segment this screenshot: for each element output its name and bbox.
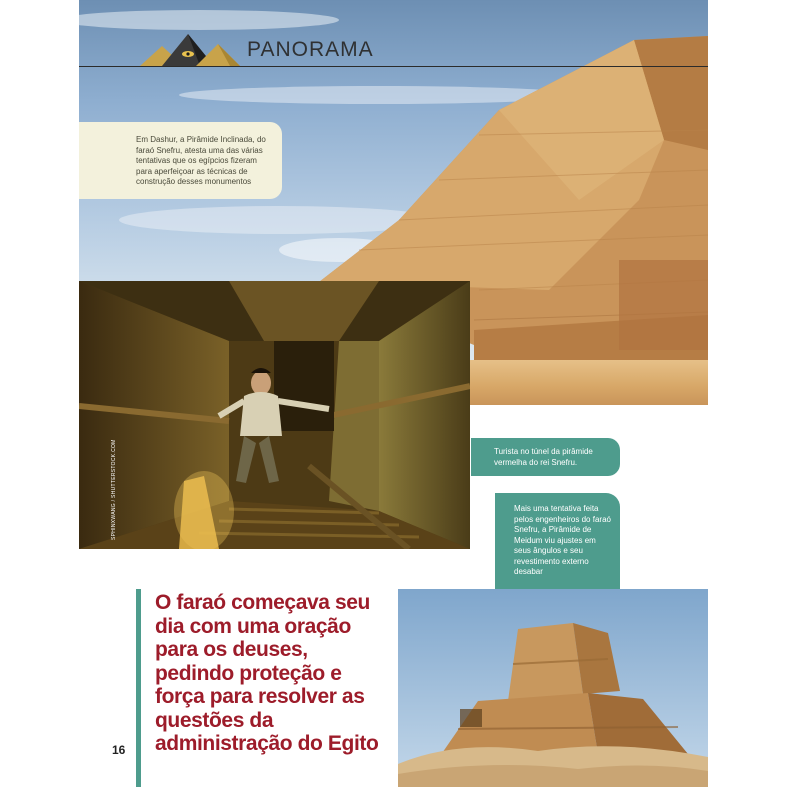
- caption-meidum-text: Mais uma tentativa feita pelos engenheiros do faraó Snefru, a Pirâmide de Meidum viu ajustes em seus ângulos e seu revestimento externo desabar: [514, 504, 611, 576]
- photo-credit: SPHINXWANG / SHUTTERSTOCK.COM: [111, 439, 117, 540]
- quote-accent-bar: [136, 589, 141, 787]
- pyramids-eye-logo-icon: [140, 30, 240, 68]
- desert-sand: [470, 360, 708, 405]
- caption-tunnel-text: Turista no túnel da pirâmide vermelha do rei Snefru.: [494, 447, 593, 467]
- caption-dashur-text: Em Dashur, a Pirâmide Inclinada, do faraó Snefru, atesta uma das várias tentativas que os egípcios fizeram para aperfeiçoar as técnicas de construção desses monumentos: [136, 135, 266, 186]
- page-number: 16: [112, 743, 126, 757]
- caption-meidum: [495, 493, 620, 589]
- pull-quote: O faraó começava seu dia com uma oração para os deuses, pedindo proteção e força para resolver as questões da administração do Egito: [155, 591, 379, 755]
- meidum-pyramid-photo: [398, 589, 708, 787]
- tunnel-photo: [79, 281, 470, 549]
- caption-tunnel: [471, 438, 620, 476]
- caption-dashur: [79, 122, 282, 199]
- section-title: PANORAMA: [247, 38, 374, 61]
